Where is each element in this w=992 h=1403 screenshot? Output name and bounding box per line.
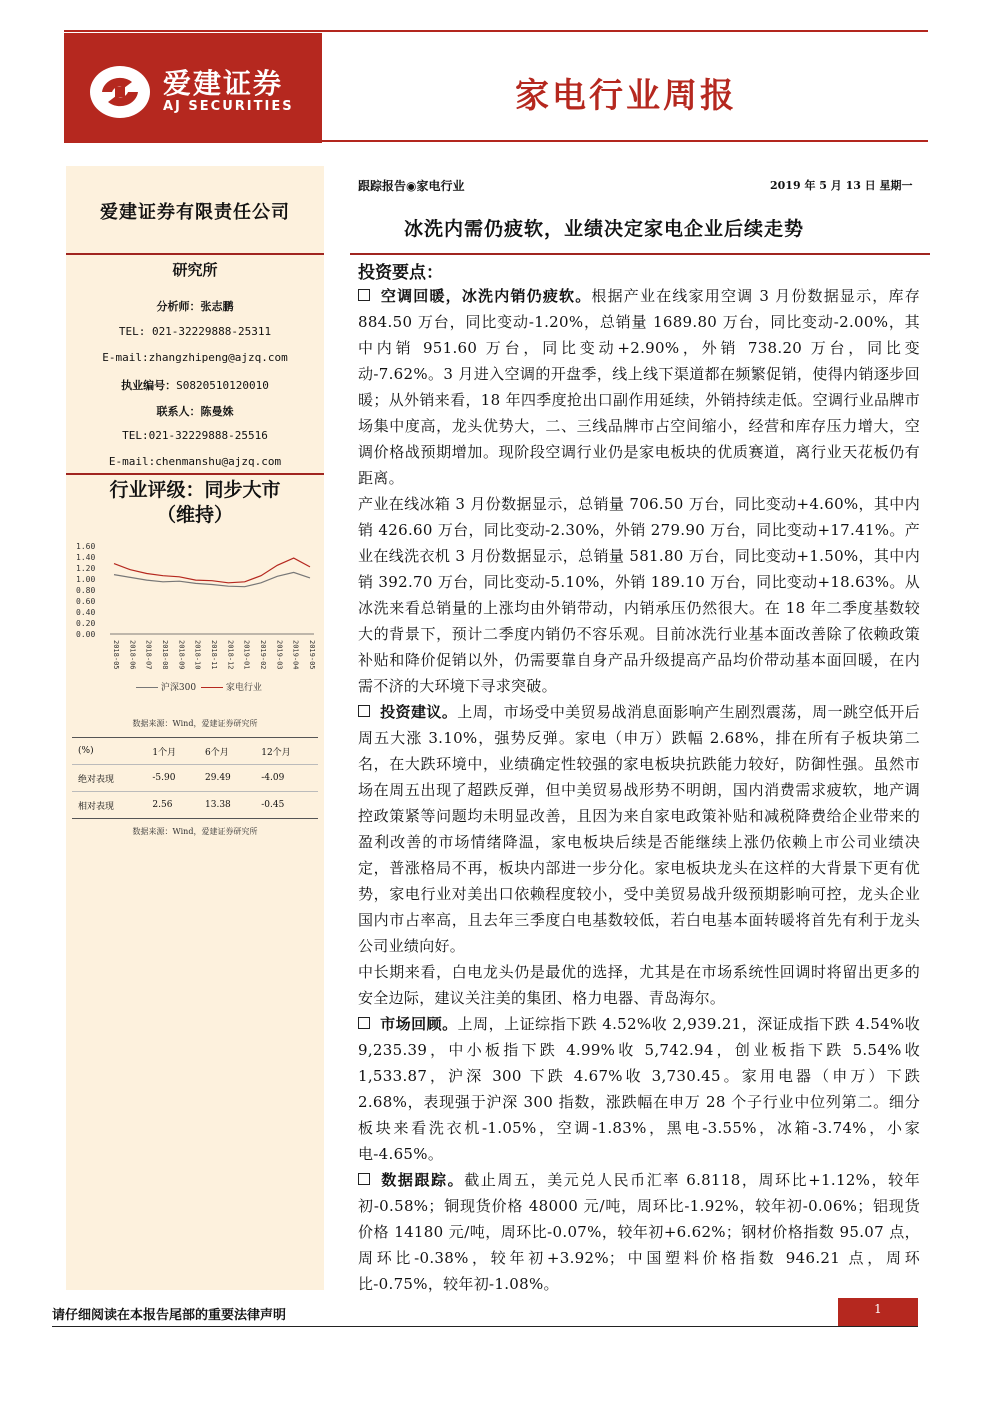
table-header: (%) (78, 746, 94, 756)
table-row (72, 792, 318, 819)
table-row (72, 765, 318, 792)
rating-maintain: （维持） (156, 504, 233, 526)
checkbox-bullet-icon (358, 705, 370, 717)
table-source: 数据来源：Wind，爱建证券研究所 (132, 827, 258, 836)
legend-label-appliance: 家电行业 (225, 683, 262, 693)
legend-line-appliance (201, 687, 223, 688)
paragraph-text: 上周，上证综指下跌 4.52%收 2,939.21，深证成指下跌 4.54%收 9,235.39，中小板指下跌 4.99%收 5,742.94，创业板指下跌 5.54%收 1,533.87，沪深 300 下跌 4.67%收 3,730.45。家用电器（申万）下跌 2.68%，表现强于沪深 300 指数，涨跌幅在申万 28 个子行业中位列第二。细分板块来看洗衣机-1.05%，空调-1.83%，黑电-3.55%，冰箱-3.74%，小家电-4.65%。 (358, 1015, 920, 1163)
paragraph-text: 截止周五，美元兑人民币汇率 6.8118，周环比+1.12%，较年初-0.58%；铜现货价格 48000 元/吨，周环比-1.92%，较年初-0.06%；铝现货价格 14180 元/吨，周环比-0.07%，较年初+6.62%；钢材价格指数 95.07 点，周环比-0.38%，较年初+3.92%；中国塑料价格指数 946.21 点，周环比-0.75%，较年初-1.08%。 (358, 1171, 920, 1293)
paragraph-lead: 数据跟踪。 (380, 1171, 465, 1189)
logo-english-name: AJ SECURITIES (163, 99, 294, 114)
y-tick-label: 1.00 (76, 575, 96, 584)
x-tick-label: 2018-10 (193, 640, 202, 670)
y-tick-label: 1.60 (76, 542, 96, 551)
y-tick-label: 1.40 (76, 553, 96, 562)
company-name: 爱建证券有限责任公司 (100, 202, 290, 223)
table-cell: -5.90 (152, 773, 176, 783)
paragraph-lead: 空调回暖，冰洗内销仍疲软。 (380, 287, 592, 305)
x-tick-label: 2018-08 (161, 640, 169, 670)
analyst-label: 分析师： (156, 300, 201, 313)
y-tick-label: 0.60 (76, 597, 96, 606)
paragraph (358, 1167, 920, 1297)
analyst-tel: TEL: 021-32229888-25311 (118, 325, 272, 338)
checkbox-bullet-icon (358, 1173, 370, 1185)
institute-name: 研究所 (172, 261, 218, 279)
sidebar-rule (66, 473, 324, 475)
table-cell: 2.56 (152, 800, 173, 810)
footer-rule (52, 1326, 918, 1327)
report-body (358, 283, 920, 1297)
table-header-row (72, 738, 318, 765)
checkbox-bullet-icon (358, 289, 370, 301)
license-line (66, 377, 324, 393)
chart-legend (136, 680, 262, 693)
x-tick-label: 2019-04 (291, 640, 300, 670)
rating-text: 行业评级：同步大市 (109, 479, 281, 501)
x-tick-label: 2018-07 (144, 640, 153, 670)
y-tick-label: 0.80 (76, 586, 96, 595)
table-cell: 13.38 (205, 800, 231, 810)
contact-line (66, 403, 324, 419)
paragraph-text: 上周，市场受中美贸易战消息面影响产生剧烈震荡，周一跳空低开后周五大涨 3.10%，强势反弹。家电（申万）跌幅 2.68%，排在所有子板块第二名，在大跌环境中，业绩确定性较强的家电板块抗跌能力较好，防御性强。虽然市场在周五出现了超跌反弹，但中美贸易战形势不明朗，国内消费需求疲软，地产调控政策紧等问题均未明显改善，且因为来自家电政策补贴和减税降费给企业带来的盈利改善的市场情绪降温，家电板块后续是否能继续上涨仍依赖上市公司业绩决定，普涨格局不再，板块内部进一步分化。家电板块龙头在这样的大背景下更有优势，家电行业对美出口依赖程度较小，受中美贸易战升级预期影响可控，龙头企业国内市占率高，且去年三季度白电基数较低，若白电基本面转暖将首先有利于龙头公司业绩向好。 (358, 703, 920, 955)
paragraph-lead: 投资建议。 (380, 703, 458, 721)
y-tick-label: 0.40 (76, 608, 96, 617)
report-title: 家电行业周报 (515, 76, 737, 116)
x-tick-label: 2019-05 (308, 640, 316, 670)
legend-label-hs300: 沪深300 (160, 683, 197, 693)
checkbox-bullet-icon (358, 1017, 370, 1029)
x-tick-label: 2019-03 (275, 640, 284, 670)
logo-chinese-name: 爱建证券 (163, 67, 284, 100)
x-tick-label: 2018-05 (112, 640, 120, 670)
license-number: S0820510120010 (176, 379, 269, 392)
analyst-line (66, 298, 324, 314)
contact-name: 陈曼姝 (200, 405, 234, 418)
performance-table (72, 737, 318, 819)
contact-tel: TEL:021-32229888-25516 (122, 429, 268, 442)
key-points-title: 投资要点： (358, 263, 443, 283)
chart-source: 数据来源：Wind，爱建证券研究所 (132, 719, 258, 728)
x-tick-label: 2018-09 (177, 640, 186, 670)
paragraph (358, 283, 920, 491)
contact-email: E-mail:chenmanshu@ajzq.com (108, 455, 282, 468)
page-number: 1 (838, 1298, 918, 1326)
license-label: 执业编号： (121, 379, 177, 392)
x-tick-label: 2019-02 (259, 640, 267, 670)
sidebar-rule (66, 253, 324, 255)
paragraph-text: 根据产业在线家用空调 3 月份数据显示，库存 884.50 万台，同比变动-1.20%，总销量 1689.80 万台，同比变动-2.00%，其中内销 951.60 万台，同比变动+2.90%，外销 738.20 万台，同比变动-7.62%。3 月进入空调的开盘季，线上线下渠道都在频繁促销，使得内销逐步回暖；从外销来看，18 年四季度抢出口副作用延续，外销持续走低。空调行业品牌市场集中度高，龙头优势大，二、三线品牌市占空间缩小，经营和库存压力增大，空调价格战预期增加。现阶段空调行业仍是家电板块的优质赛道，离行业天花板仍有距离。 (358, 287, 920, 487)
table-cell: 相对表现 (78, 801, 115, 812)
x-tick-label: 2018-12 (226, 640, 235, 670)
analyst-name: 张志鹏 (200, 300, 234, 313)
report-date: 2019 年 5 月 13 日 星期一 (770, 179, 913, 192)
industry-rating (66, 478, 324, 528)
aj-logo-icon (88, 64, 152, 120)
contact-label: 联系人： (156, 405, 201, 418)
table-cell: -0.45 (261, 800, 285, 810)
paragraph (358, 1011, 920, 1167)
legend-line-hs300 (136, 687, 158, 688)
header-top-rule (64, 30, 928, 32)
table-cell: -4.09 (261, 773, 285, 783)
x-tick-label: 2018-06 (128, 640, 137, 670)
table-header: 1个月 (152, 747, 177, 758)
table-cell: 绝对表现 (78, 774, 115, 785)
y-tick-label: 0.20 (76, 619, 96, 628)
paragraph-lead: 市场回顾。 (380, 1015, 458, 1033)
paragraph: 中长期来看，白电龙头仍是最优的选择，尤其是在市场系统性回调时将留出更多的安全边际，建议关注美的集团、格力电器、青岛海尔。 (358, 963, 920, 1007)
analyst-email: E-mail:zhangzhipeng@ajzq.com (102, 351, 288, 364)
table-cell: 29.49 (205, 773, 231, 783)
x-tick-label: 2018-11 (210, 640, 218, 670)
table-header: 6个月 (205, 747, 229, 758)
paragraph: 产业在线冰箱 3 月份数据显示，总销量 706.50 万台，同比变动+4.60%，其中内销 426.60 万台，同比变动-2.30%，外销 279.90 万台，同比变动+17.41%。产业在线洗衣机 3 月份数据显示，总销量 581.80 万台，同比变动+1.50%，其中内销 392.70 万台，同比变动-5.10%，外销 189.10 万台，同比变动+18.63%。从冰洗来看总销量的上涨均由外销带动，内销承压仍然很大。在 18 年二季度基数较大的背景下，预计二季度内销仍不容乐观。目前冰洗行业基本面改善除了依赖政策补贴和降价促销以外，仍需要靠自身产品升级提高产品均价带动基本面回暖，在内需不济的大环境下寻求突破。 (358, 495, 920, 695)
y-tick-label: 1.20 (76, 564, 96, 573)
table-header: 12个月 (261, 747, 291, 758)
header-bottom-rule (322, 140, 928, 142)
disclaimer-note: 请仔细阅读在本报告尾部的重要法律声明 (52, 1308, 287, 1323)
headline-rule (350, 253, 930, 255)
series-line (114, 572, 310, 586)
performance-chart (74, 538, 320, 698)
x-tick-label: 2019-01 (242, 640, 251, 670)
paragraph (358, 699, 920, 959)
report-headline: 冰洗内需仍疲软，业绩决定家电企业后续走势 (404, 218, 805, 240)
y-tick-label: 0.00 (76, 630, 96, 639)
breadcrumb: 跟踪报告◉家电行业 (358, 179, 465, 193)
